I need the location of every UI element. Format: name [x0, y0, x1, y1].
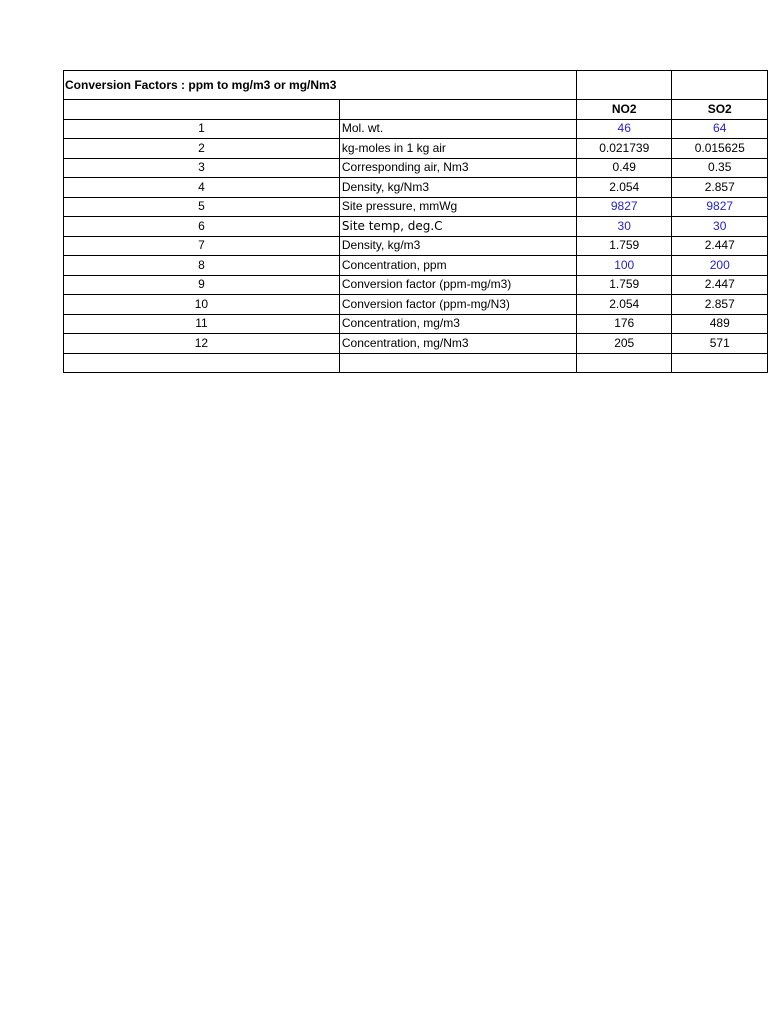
- empty-cell[interactable]: [64, 100, 340, 120]
- header-so2[interactable]: SO2: [672, 100, 768, 120]
- no2-value-cell[interactable]: 30: [576, 217, 672, 237]
- row-label-cell[interactable]: Mol. wt.: [339, 119, 576, 139]
- table-row: [64, 256, 768, 276]
- column-header-row: [64, 100, 768, 120]
- so2-value-cell[interactable]: 2.447: [672, 236, 768, 256]
- header-no2[interactable]: NO2: [576, 100, 672, 120]
- row-label-cell[interactable]: Conversion factor (ppm-mg/N3): [339, 295, 576, 315]
- so2-value-cell[interactable]: 64: [672, 119, 768, 139]
- table-row: [64, 119, 768, 139]
- row-index-cell[interactable]: 8: [64, 256, 340, 276]
- row-index-cell[interactable]: 2: [64, 139, 340, 159]
- table-row: [64, 295, 768, 315]
- row-index-cell[interactable]: 10: [64, 295, 340, 315]
- no2-value-cell[interactable]: 100: [576, 256, 672, 276]
- row-label-cell[interactable]: Site temp, deg.C: [339, 217, 576, 237]
- title-cell[interactable]: [64, 71, 340, 100]
- no2-value-cell[interactable]: 2.054: [576, 295, 672, 315]
- conversion-factors-table: [63, 70, 768, 373]
- empty-cell[interactable]: [64, 353, 340, 373]
- so2-value-cell[interactable]: 0.015625: [672, 139, 768, 159]
- row-label-cell[interactable]: Concentration, mg/Nm3: [339, 334, 576, 354]
- table-row: [64, 178, 768, 198]
- row-index-cell[interactable]: 9: [64, 275, 340, 295]
- no2-value-cell[interactable]: 46: [576, 119, 672, 139]
- table-row: [64, 236, 768, 256]
- no2-value-cell[interactable]: 0.021739: [576, 139, 672, 159]
- row-index-cell[interactable]: 5: [64, 197, 340, 217]
- table-row: [64, 275, 768, 295]
- table-row: [64, 334, 768, 354]
- row-label-cell[interactable]: Conversion factor (ppm-mg/m3): [339, 275, 576, 295]
- row-label-cell[interactable]: Concentration, ppm: [339, 256, 576, 276]
- no2-value-cell[interactable]: 205: [576, 334, 672, 354]
- empty-row: [64, 353, 768, 373]
- table-title: Conversion Factors : ppm to mg/m3 or mg/Nm3: [65, 78, 337, 92]
- table-row: [64, 314, 768, 334]
- so2-value-cell[interactable]: 2.447: [672, 275, 768, 295]
- row-index-cell[interactable]: 7: [64, 236, 340, 256]
- row-label-cell[interactable]: Corresponding air, Nm3: [339, 158, 576, 178]
- row-index-cell[interactable]: 1: [64, 119, 340, 139]
- no2-value-cell[interactable]: 1.759: [576, 275, 672, 295]
- table-row: [64, 217, 768, 237]
- no2-value-cell[interactable]: 2.054: [576, 178, 672, 198]
- table-row: [64, 158, 768, 178]
- so2-value-cell[interactable]: 30: [672, 217, 768, 237]
- table-row: [64, 139, 768, 159]
- row-label-cell[interactable]: Density, kg/Nm3: [339, 178, 576, 198]
- row-label-cell[interactable]: kg-moles in 1 kg air: [339, 139, 576, 159]
- empty-cell[interactable]: [672, 353, 768, 373]
- row-label-cell[interactable]: Site pressure, mmWg: [339, 197, 576, 217]
- so2-value-cell[interactable]: 571: [672, 334, 768, 354]
- title-spill-cell[interactable]: [339, 71, 576, 100]
- no2-value-cell[interactable]: 0.49: [576, 158, 672, 178]
- row-index-cell[interactable]: 12: [64, 334, 340, 354]
- row-index-cell[interactable]: 3: [64, 158, 340, 178]
- empty-cell[interactable]: [339, 353, 576, 373]
- row-label-cell[interactable]: Concentration, mg/m3: [339, 314, 576, 334]
- empty-header-cell[interactable]: [576, 71, 672, 100]
- title-row: [64, 71, 768, 100]
- row-index-cell[interactable]: 11: [64, 314, 340, 334]
- row-label-cell[interactable]: Density, kg/m3: [339, 236, 576, 256]
- table-row: [64, 197, 768, 217]
- no2-value-cell[interactable]: 1.759: [576, 236, 672, 256]
- so2-value-cell[interactable]: 2.857: [672, 295, 768, 315]
- so2-value-cell[interactable]: 2.857: [672, 178, 768, 198]
- row-index-cell[interactable]: 4: [64, 178, 340, 198]
- empty-cell[interactable]: [339, 100, 576, 120]
- so2-value-cell[interactable]: 200: [672, 256, 768, 276]
- so2-value-cell[interactable]: 0.35: [672, 158, 768, 178]
- no2-value-cell[interactable]: 176: [576, 314, 672, 334]
- empty-header-cell[interactable]: [672, 71, 768, 100]
- no2-value-cell[interactable]: 9827: [576, 197, 672, 217]
- so2-value-cell[interactable]: 489: [672, 314, 768, 334]
- so2-value-cell[interactable]: 9827: [672, 197, 768, 217]
- empty-cell[interactable]: [576, 353, 672, 373]
- row-index-cell[interactable]: 6: [64, 217, 340, 237]
